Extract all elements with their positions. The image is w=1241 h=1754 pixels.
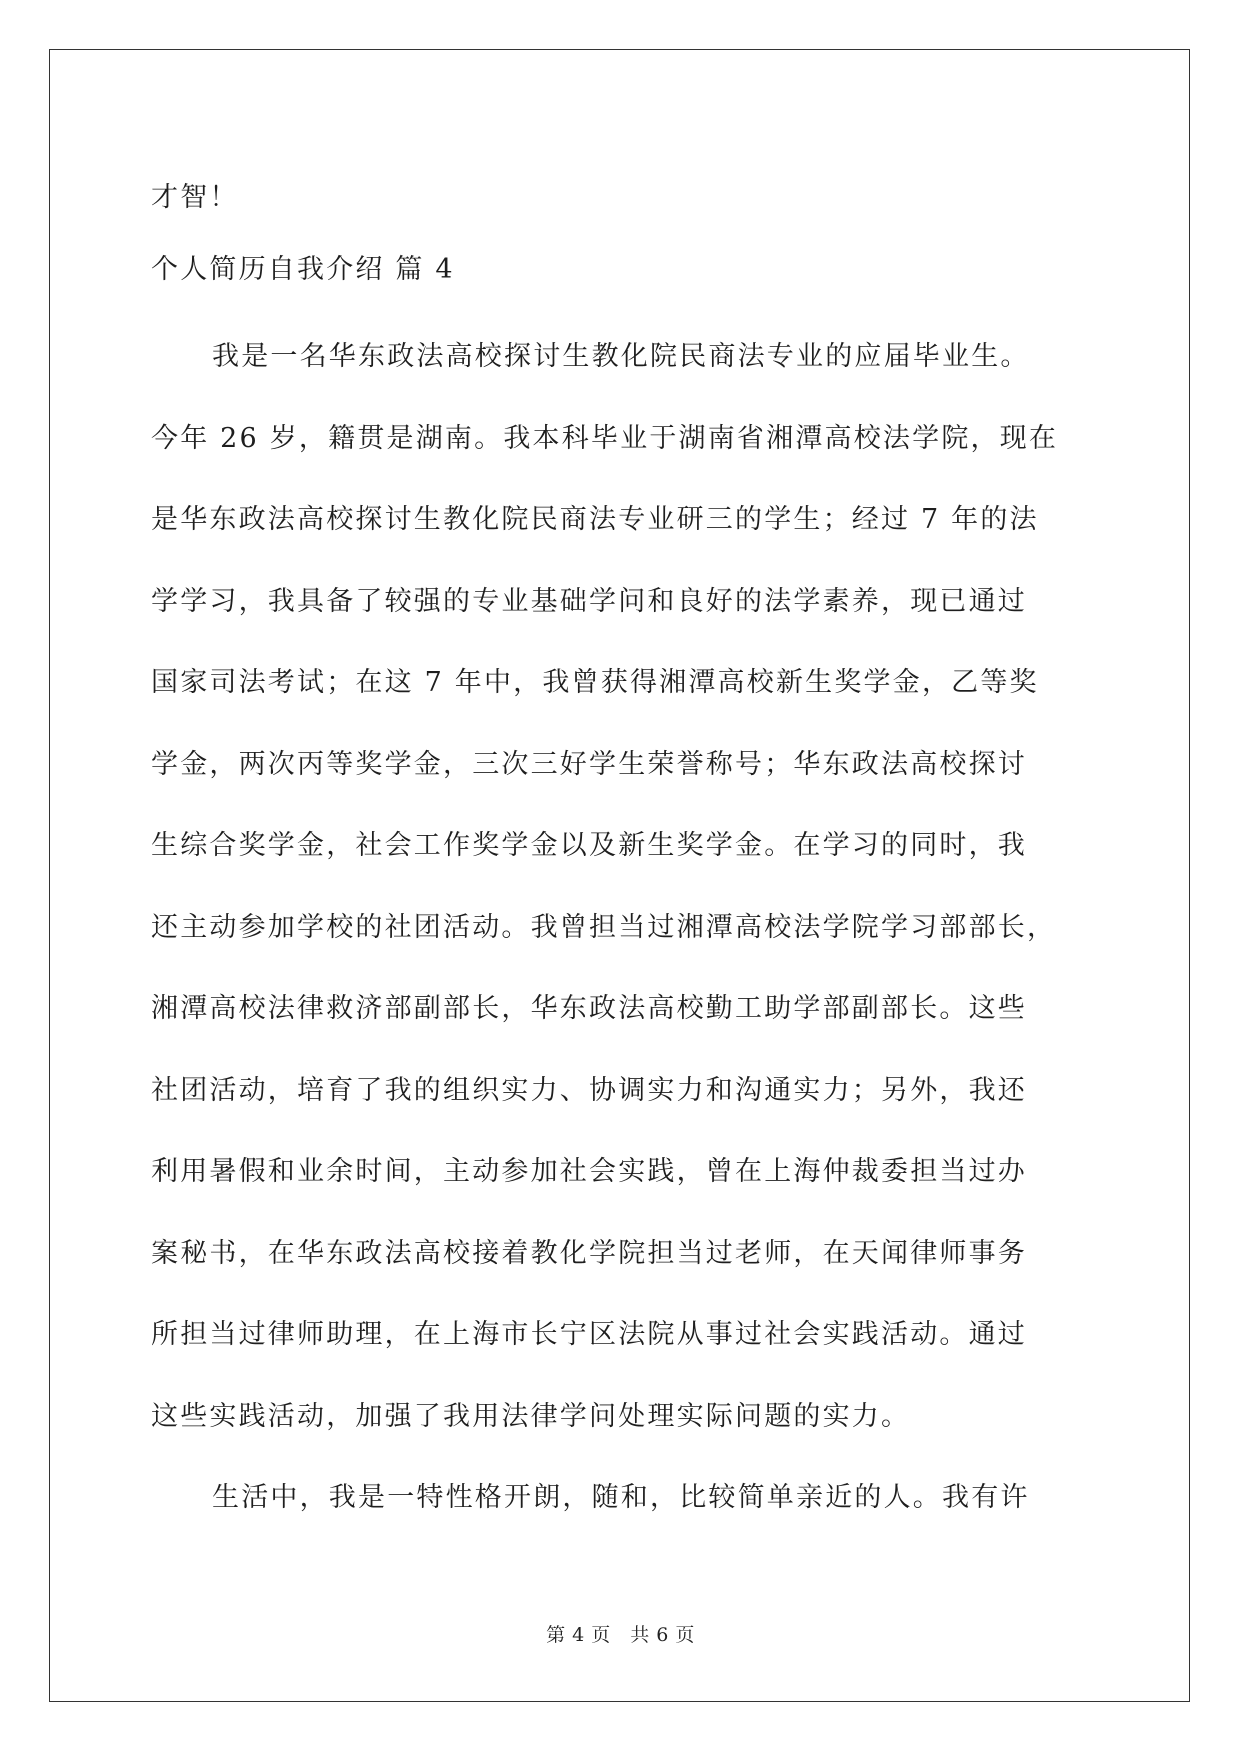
text-line: 国家司法考试；在这 7 年中，我曾获得湘潭高校新生奖学金，乙等奖: [151, 667, 1039, 698]
text-line: 学学习，我具备了较强的专业基础学问和良好的法学素养，现已通过: [151, 585, 1027, 617]
text-line: 案秘书，在华东政法高校接着教化学院担当过老师，在天闻律师事务: [151, 1237, 1027, 1269]
text-line: 利用暑假和业余时间，主动参加社会实践，曾在上海仲裁委担当过办: [151, 1156, 1027, 1187]
text-line: 生综合奖学金，社会工作奖学金以及新生奖学金。在学习的同时，我: [151, 830, 1027, 861]
text-line: 才智！: [151, 182, 239, 213]
paragraph-gap: [151, 306, 1091, 316]
section-heading: 个人简历自我介绍 篇 4: [151, 254, 455, 285]
page-number-footer: 第 4 页 共 6 页: [546, 1624, 695, 1646]
text-line: 所担当过律师助理，在上海市长宁区法院从事过社会实践活动。通过: [151, 1319, 1027, 1350]
text-line: 社团活动，培育了我的组织实力、协调实力和沟通实力；另外，我还: [151, 1074, 1027, 1106]
text-line: 是华东政法高校探讨生教化院民商法专业研三的学生；经过 7 年的法: [151, 504, 1039, 535]
document-body: [151, 162, 1091, 1539]
text-line: 这些实践活动，加强了我用法律学问处理实际问题的实力。: [151, 1400, 911, 1432]
text-line: 学金，两次丙等奖学金，三次三好学生荣誉称号；华东政法高校探讨: [151, 748, 1027, 780]
text-line: 湘潭高校法律救济部副部长，华东政法高校勤工助学部副部长。这些: [151, 993, 1027, 1024]
paragraph-first-line: 我是一名华东政法高校探讨生教化院民商法专业的应届毕业生。: [212, 341, 1030, 372]
text-line: 今年 26 岁，籍贯是湖南。我本科毕业于湖南省湘潭高校法学院，现在: [151, 422, 1059, 454]
text-line: 还主动参加学校的社团活动。我曾担当过湘潭高校法学院学习部部长，: [151, 911, 1057, 943]
paragraph-first-line: 生活中，我是一特性格开朗，随和，比较简单亲近的人。我有许: [212, 1482, 1030, 1513]
